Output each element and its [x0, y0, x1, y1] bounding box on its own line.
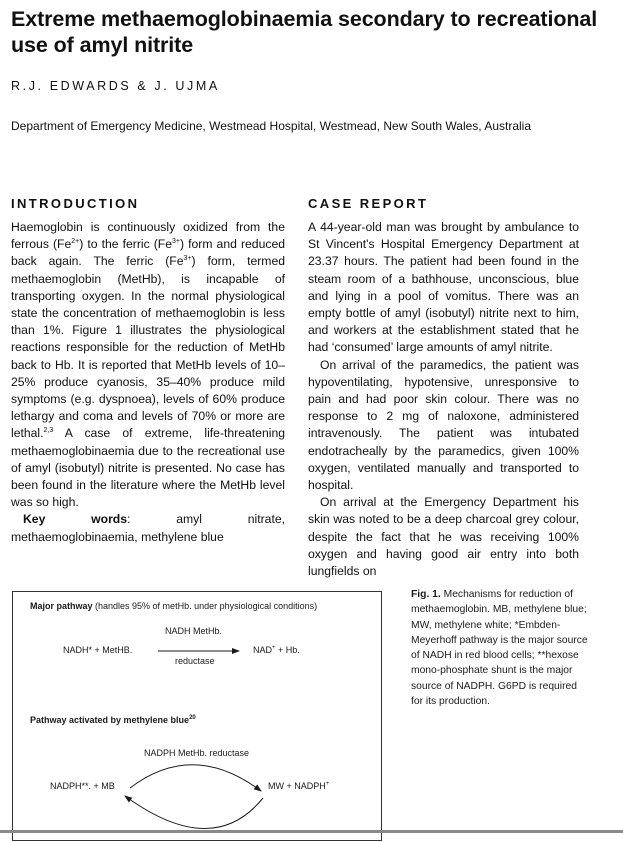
- caption-text: Mechanisms for reduction of methaemoglobin. MB, methylene blue; MW, methylene white; *Embden-Meyerhoff pathway is the major source of NADH in red blood cells; **hexose mono-phosphate shunt is the major source of NADPH. G6PD is required for its production.: [411, 589, 588, 708]
- product-text: + Hb.: [275, 645, 300, 655]
- major-products: [253, 645, 300, 655]
- superscript: +: [325, 781, 330, 787]
- caption-label: Fig. 1.: [411, 589, 441, 600]
- forward-curved-arrow: [130, 765, 261, 791]
- methylene-reactants: NADPH**. + MB: [50, 781, 115, 791]
- keywords: [11, 511, 285, 545]
- case-report-paragraph: A 44-year-old man was brought by ambulance to St Vincent's Hospital Emergency Department at 23.37 hours. The patient had been found in the steam room of a bathhouse, unconscious, blue and lying in a pool of vomitus. There was an empty bottle of amyl (isobutyl) nitrite next to him, and workers at the establishment stated that he had ‘consumed’ large amounts of amyl nitrite.: [308, 220, 579, 355]
- major-pathway-heading: [30, 601, 317, 611]
- figure-1-diagram: [12, 591, 382, 841]
- heading-bold: Major pathway: [30, 601, 93, 611]
- text-run: A case of extreme, life-threatening methaemoglobinaemia due to the recreational use of amyl (isobutyl) nitrite is presented. No case has been found in the literature where the MetHb level was so high.: [11, 426, 285, 510]
- methylene-products: [268, 781, 329, 791]
- superscript: 3+: [183, 255, 192, 263]
- case-report-paragraph: On arrival of the paramedics, the patient was hypoventilating, hypotensive, unresponsive to pain and had poor skin colour. There was no response to 2 mg of naloxone, administered intravenously. The patient was intubated endotracheally by the paramedics, given 100% oxygen, ventilated manually and transported to hospital.: [308, 357, 579, 493]
- major-enzyme-label: NADH MetHb.: [165, 626, 223, 636]
- heading-rest: (handles 95% of metHb. under physiological conditions): [92, 601, 318, 611]
- figure-1-caption: [411, 587, 591, 709]
- methylene-enzyme-label: NADPH MetHb. reductase: [144, 748, 250, 758]
- case-report-paragraph: On arrival at the Emergency Department his skin was noted to be a deep charcoal grey colour, despite the fact that he was receiving 100% oxygen and having good air entry into both lungfields on: [308, 495, 579, 579]
- article-authors: R.J. EDWARDS & J. UJMA: [11, 79, 220, 93]
- major-enzyme-label-2: reductase: [175, 656, 215, 666]
- introduction-heading: INTRODUCTION: [11, 196, 140, 211]
- text-run: Haemoglobin is continuously oxidized from the ferrous (Fe: [11, 220, 285, 252]
- return-curved-arrow: [125, 796, 263, 829]
- text-run: ) form, termed methaemoglobin (MetHb), is incapable of transporting oxygen. In the normal physiological state the concentration of methaemoglobin is less than 1%. Figure 1 illustrates the physiological reactions responsible for the reduction of MetHb back to Hb. It is reported that MetHb levels of 10–25% produce cyanosis, 35–40% produce mild symptoms (e.g. dyspnoea), levels of 60% produce lethargy and coma and levels of 70% or more are lethal.: [11, 254, 286, 441]
- major-reactants: NADH* + MetHB.: [63, 645, 133, 655]
- introduction-paragraph: [11, 219, 285, 511]
- product-text: NAD: [253, 645, 273, 655]
- methylene-pathway-heading: [30, 715, 196, 725]
- citation-ref: 20: [189, 715, 196, 721]
- case-report-section: [308, 195, 579, 580]
- keywords-list: : amyl nitrate, methaemoglobinaemia, methylene blue: [11, 512, 285, 544]
- product-text: MW + NADPH: [268, 781, 326, 791]
- article-affiliation: Department of Emergency Medicine, Westmead Hospital, Westmead, New South Wales, Australia: [11, 119, 532, 133]
- introduction-section: [11, 195, 285, 546]
- text-run: ) form and reduced back again. The ferric (Fe: [11, 237, 285, 269]
- keywords-label: Key words: [23, 512, 128, 527]
- superscript: +: [272, 645, 276, 651]
- superscript: 2+: [71, 238, 80, 246]
- text-run: ) to the ferric (Fe: [79, 237, 173, 252]
- case-report-heading: CASE REPORT: [308, 196, 429, 211]
- citation-ref: 2,3: [43, 427, 54, 435]
- article-title: Extreme methaemoglobinaemia secondary to recreational use of amyl nitrite: [11, 7, 598, 57]
- superscript: 3+: [172, 238, 181, 246]
- heading-text: Pathway activated by methylene blue: [30, 715, 190, 725]
